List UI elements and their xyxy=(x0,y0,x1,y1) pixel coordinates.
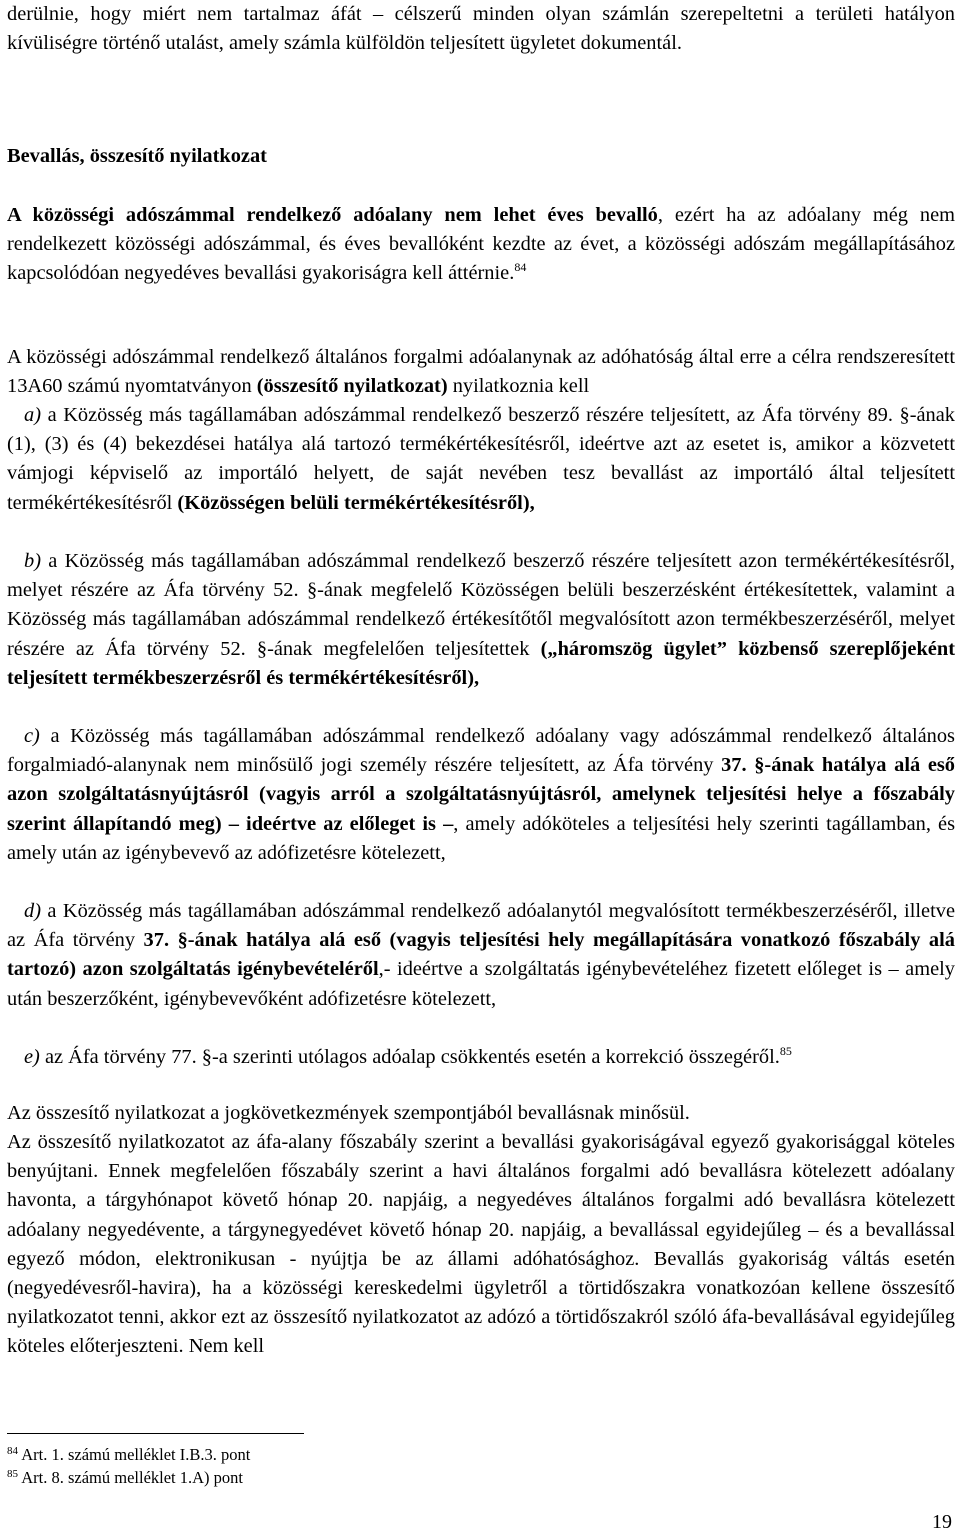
section-heading xyxy=(7,142,267,171)
item-d-bold: 37. §-ának hatálya alá eső (vagyis teljesítési hely megállapítására vonatkozó főszabály alá tartozó) azon szolgáltatás igénybevételéről xyxy=(7,929,955,981)
item-c-text-2: , amely adóköteles a teljesítési hely szerinti tagállamban, és amely után az igénybevevő az adófizetésre kötelezett, xyxy=(7,812,955,864)
footnote-85-text: Art. 8. számú melléklet 1.A) pont xyxy=(18,1468,243,1487)
footnote-84-number: 84 xyxy=(7,1445,18,1457)
item-c-label: c) xyxy=(24,725,40,747)
footnote-84-text: Art. 1. számú melléklet I.B.3. pont xyxy=(18,1445,251,1464)
footnote-ref-84: 84 xyxy=(514,260,527,275)
list-item-a xyxy=(7,401,955,518)
item-d-text: a Közösség más tagállamában adószámmal rendelkező adóalanytól megvalósított termékbeszerzéséről, illetve az Áfa törvény xyxy=(7,900,955,952)
list-item-e xyxy=(7,1043,955,1072)
p2-text-1: A közösségi adószámmal rendelkező általános forgalmi adóalanynak az adóhatóság által erre a célra rendszeresített 13A60 számú nyomtatványon xyxy=(7,346,955,398)
item-c-bold: 37. §-ának hatálya alá eső azon szolgáltatásnyújtásról (vagyis arról a szolgáltatásnyújtásról, amelynek teljesítési helye a főszabály szerint állapítandó meg) – ideértve az előleget is – xyxy=(7,754,955,835)
footnote-divider xyxy=(7,1433,304,1434)
paragraph-gyakorisag xyxy=(7,1128,955,1362)
item-d-text-2: ,- ideértve a szolgáltatás igénybevételéhez fizetett előleget is – amely után beszerzőként, igénybevevőként adófizetésre kötelezett, xyxy=(7,958,955,1010)
item-b-label: b) xyxy=(24,550,41,572)
item-e-text: az Áfa törvény 77. §-a szerinti utólagos adóalap csökkentés esetén a korrekció összegéről. xyxy=(39,1046,780,1068)
paragraph-bevallasnak-minosul xyxy=(7,1099,955,1128)
footnote-84 xyxy=(7,1445,250,1465)
item-d-label: d) xyxy=(24,900,41,922)
intro-text: derülnie, hogy miért nem tartalmaz áfát – célszerű minden olyan számlán szerepeltetni a területi hatályon kívüliségre történő utalást, amely számla külföldön teljesített ügyletet dokumentál. xyxy=(7,3,955,55)
paragraph-eves-bevallo xyxy=(7,201,955,289)
p4-text: Az összesítő nyilatkozatot az áfa-alany főszabály szerint a bevallási gyakoriságával egyező gyakorisággal köteles benyújtani. Ennek megfelelően főszabály szerint a havi általános forgalmi adó bevallásra kötelezett adóalany havonta, a tárgyhónapot követő hónap 20. napjáig, a negyedéves általános forgalmi adó bevallásra kötelezett adóalany negyedévente, a tárgynegyedévet követő hónap 20. napjáig, a bevallással egyidejűleg – és a bevallással egyező módon, elektronikusan - nyújtja be az állami adóhatósághoz. Bevallás gyakoriság váltás esetén (negyedévesről-havira), ha a közösségi kereskedelmi ügyletről a törtidőszakra vonatkozóan kellene összesítő nyilatkozatot tenni, akkor ezt az összesítő nyilatkozatot az adózó a törtidőszakról szóló áfa-bevallásával egyidejűleg köteles előterjeszteni. Nem kell xyxy=(7,1131,955,1358)
p1-bold: A közösségi adószámmal rendelkező adóalany nem lehet éves bevalló xyxy=(7,204,658,226)
list-item-d xyxy=(7,897,955,1014)
item-c-text: a Közösség más tagállamában adószámmal rendelkező adóalany vagy adószámmal rendelkező általános forgalmiadó-alanynak nem minősülő jogi személy részére teljesített, az Áfa törvény xyxy=(7,725,955,777)
list-item-b xyxy=(7,547,955,693)
list-item-c xyxy=(7,722,955,868)
item-a-label: a) xyxy=(24,404,41,426)
item-e-label: e) xyxy=(24,1046,40,1068)
footnote-85 xyxy=(7,1468,243,1488)
item-a-text: a Közösség más tagállamában adószámmal rendelkező beszerző részére teljesített, az Áfa törvény 89. §-ának (1), (3) és (4) bekezdései hatálya alá tartozó termékértékesítésről, ideértve azt az esetet is, amikor a közvetett vámjogi képviselő az importáló helyett, de saját nevében tesz bevallást az importáló által teljesített termékértékesítésről xyxy=(7,404,955,514)
footnote-ref-85: 85 xyxy=(779,1044,792,1058)
item-b-bold: („háromszög ügylet” közbenső szereplőjeként teljesített termékbeszerzésről és termékértékesítésről), xyxy=(7,637,955,689)
p3-text: Az összesítő nyilatkozat a jogkövetkezmények szempontjából bevallásnak minősül. xyxy=(7,1102,690,1124)
page-number: 19 xyxy=(932,1511,952,1533)
section-heading-text: Bevallás, összesítő nyilatkozat xyxy=(7,145,267,167)
footnote-85-number: 85 xyxy=(7,1468,18,1480)
item-a-bold: (Közösségen belüli termékértékesítésről), xyxy=(177,491,535,514)
item-b-text: a Közösség más tagállamában adószámmal rendelkező beszerző részére teljesített azon termékértékesítésről, melyet részére az Áfa törvény 52. §-ának megfelelő Közösségen belüli beszerzésként értékesítettek, valamint a Közösség más tagállamában adószámmal rendelkező értékesítőtől megvalósított azon termékbeszerzéséről, melyet részére az Áfa törvény 52. §-ának megfelelően teljesítettek xyxy=(7,550,955,660)
paragraph-osszesito xyxy=(7,343,955,401)
intro-paragraph xyxy=(7,0,955,58)
p1-text: , ezért ha az adóalany még nem rendelkezett közösségi adószámmal, és éves bevallóként kezdte az évet, a közösségi adószám megállapításához kapcsolódóan negyedéves bevallási gyakoriságra kell áttérnie. xyxy=(7,204,955,285)
p2-bold: (összesítő nyilatkozat) xyxy=(256,375,448,398)
p2-text-2: nyilatkoznia kell xyxy=(447,375,590,398)
